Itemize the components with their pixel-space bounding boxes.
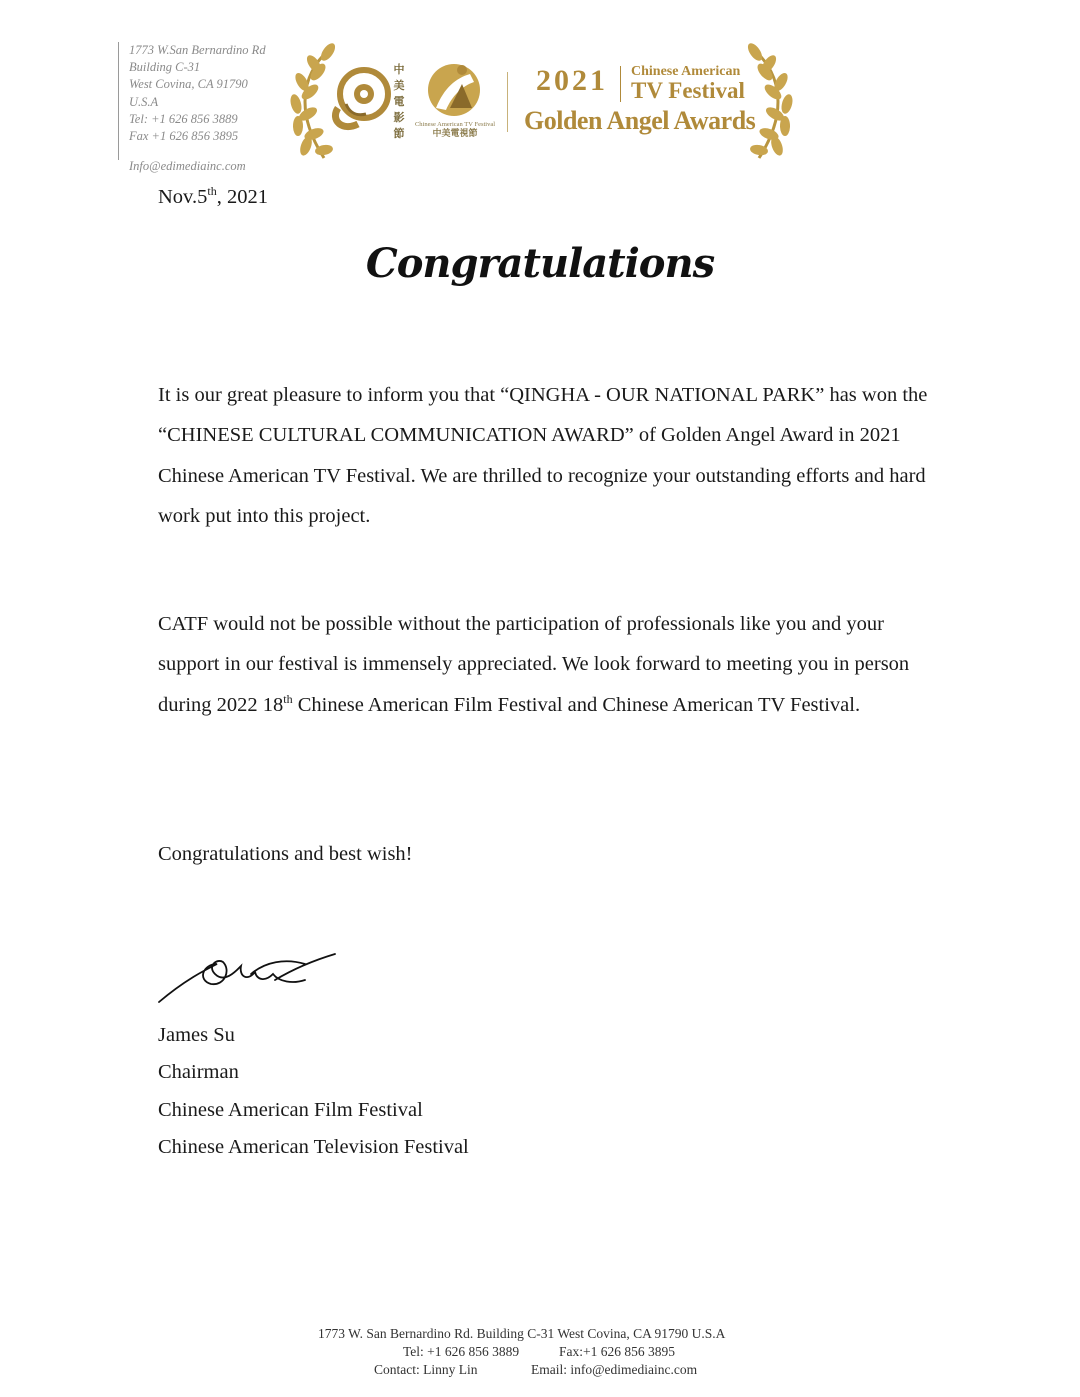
address-line: 1773 W.San Bernardino Rd [129, 43, 266, 57]
logo-year-divider [620, 66, 621, 102]
page-title: Congratulations [365, 240, 715, 287]
signer-org: Chinese American Film Festival [158, 1098, 423, 1121]
handwritten-signature [155, 940, 345, 1010]
paragraph-appreciation [158, 604, 928, 725]
signer-org: Chinese American Television Festival [158, 1135, 469, 1158]
date-main: Nov.5 [158, 185, 208, 208]
cjk-film-festival-label [392, 62, 406, 142]
signature-block [158, 1017, 469, 1166]
cjk-char: 電 [393, 96, 405, 108]
cjk-char: 節 [393, 128, 405, 140]
logo-divider [507, 72, 508, 132]
paragraph-closing: Congratulations and best wish! [158, 843, 413, 865]
paragraph-award: It is our great pleasure to inform you that “QINGHA - OUR NATIONAL PARK” has won the “CHINESE CULTURAL COMMUNICATION AWARD” of Golden Angel Award in 2021 Chinese American TV Festival. We are thrilled to recognize your outstanding efforts and hard work put into this project. [158, 384, 928, 527]
header-address-block [118, 42, 278, 174]
letter-date [158, 184, 268, 209]
footer-address: 1773 W. San Bernardino Rd. Building C-31 West Covina, CA 91790 U.S.A [318, 1326, 726, 1341]
signer-role: Chairman [158, 1061, 239, 1084]
phone-line: Tel: +1 626 856 3889 [129, 111, 238, 126]
cjk-char: 影 [393, 112, 405, 124]
header-email: Info@edimediainc.com [129, 159, 246, 174]
para2-text: CATF would not be possible without the participation of professionals like you and your support in our festival is immensely appreciated. We look forward to meeting you in person during 2022 18 [158, 613, 910, 716]
logo-title-line3: Golden Angel Awards [524, 106, 756, 135]
date-year: , 2021 [216, 185, 268, 208]
film-reel-emblem-icon [328, 64, 394, 134]
cjk-char: 中 [393, 64, 405, 76]
footer-fax: Fax:+1 626 856 3895 [559, 1344, 675, 1359]
signer-name: James Su [158, 1024, 235, 1046]
cjk-char: 美 [393, 80, 405, 92]
date-suffix: th [207, 184, 217, 198]
tv-festival-emblem-caption [410, 120, 500, 138]
logo-title-line2: TV Festival [631, 78, 745, 103]
address-line: West Covina, CA 91790 U.S.A [129, 77, 248, 109]
emblem-caption-cjk: 中美電視節 [432, 128, 478, 138]
footer-email: Email: info@edimediainc.com [531, 1362, 698, 1377]
fax-line: Fax +1 626 856 3895 [129, 129, 239, 144]
logo-year: 2021 [536, 64, 608, 97]
para2-suffix: th [283, 691, 293, 706]
para2-tail: Chinese American Film Festival and Chinese American TV Festival. [292, 693, 861, 716]
logo-title-line1: Chinese American [631, 64, 741, 79]
tv-festival-emblem-icon [422, 58, 486, 120]
footer-contact: Contact: Linny Lin [374, 1362, 478, 1377]
emblem-caption-en: Chinese American TV Festival [414, 121, 496, 128]
footer-tel: Tel: +1 626 856 3889 [403, 1344, 520, 1359]
address-line: Building C-31 [129, 60, 201, 75]
